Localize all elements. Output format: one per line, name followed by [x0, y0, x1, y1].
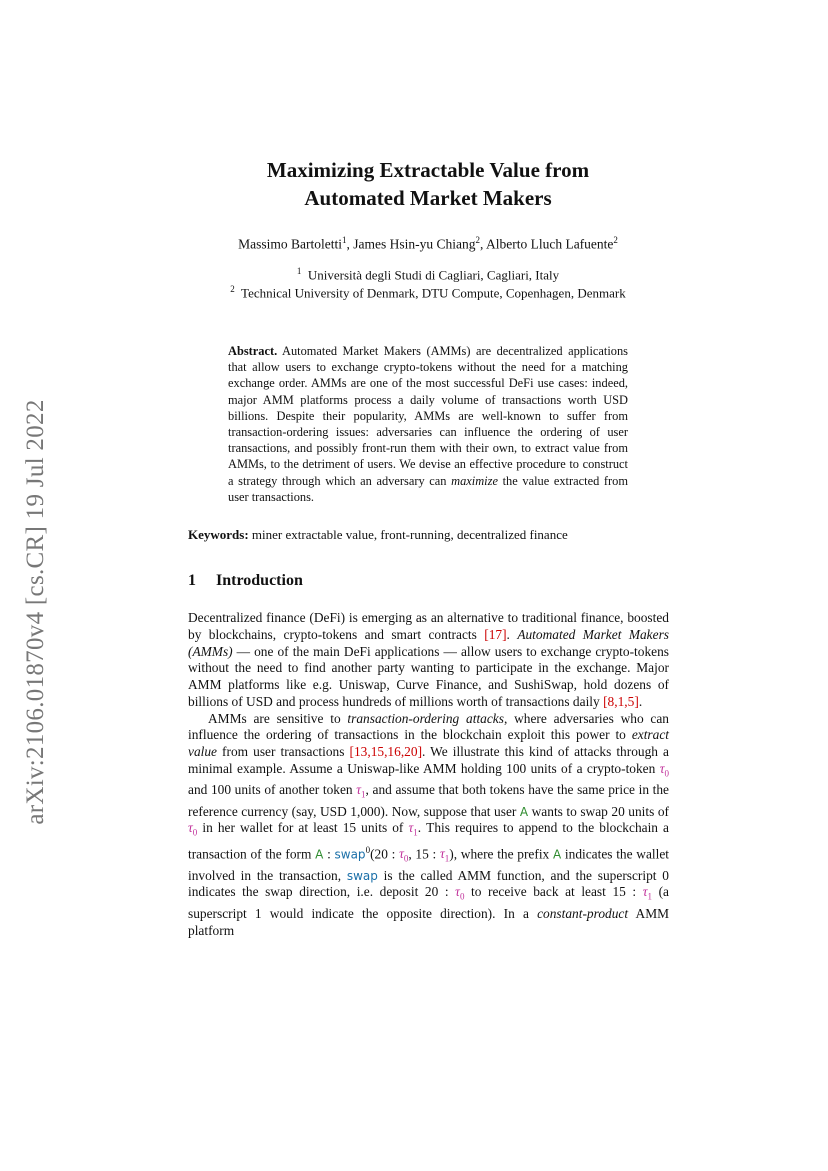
affiliation-1: $^1$ Università degli Studi di Cagliari, Cagliari, Italy — [296, 266, 560, 283]
arxiv-sidebar — [16, 372, 56, 852]
paragraph-1: Decentralized finance (DeFi) is emerging as an alternative to traditional finance, boosted by blockchains, crypto-tokens and smart contracts [17]. Automated Market Makers (AMMs) — one of the main DeFi applications — allow users to exchange crypto-tokens without the need to find another party wanting to participate in the exchange. Major AMM platforms like e.g. Uniswap, Curve Finance, and SushiSwap, hold dozens of billions of USD and process hundreds of millions worth of transactions daily [8,1,5]. — [188, 610, 669, 709]
author-3: Alberto Lluch Lafuente — [485, 236, 614, 252]
citation-link[interactable]: [8,1,5] — [603, 693, 639, 709]
paper-title — [188, 156, 668, 212]
author-1: Massimo Bartoletti — [238, 236, 342, 252]
citation-link[interactable]: [13,15,16,20] — [349, 744, 423, 759]
keywords: Keywords: miner extractable value, front-running, decentralized finance — [188, 527, 568, 542]
title-line-1: Maximizing Extractable Value from — [266, 158, 590, 182]
affiliation-2: $^2$ Technical University of Denmark, DTU Compute, Copenhagen, Denmark — [230, 284, 626, 301]
keywords-label: Keywords: — [188, 527, 249, 542]
section-heading — [188, 572, 303, 590]
author-2: James Hsin-yu Chiang — [353, 236, 476, 252]
body-text — [188, 610, 669, 939]
section-title: Introduction — [216, 572, 303, 589]
citation-link[interactable]: [17] — [484, 626, 507, 642]
paragraph-2: AMMs are sensitive to transaction-ordering attacks, where adversaries who can influence the ordering of transactions in the blockchain exploit this power to extract value from user transactions [13,15,16,20]. We illustrate this kind of attacks through a minimal example. Assume a Uniswap-like AMM holding 100 units of a crypto-token $\tau_0$ and 100 units of another token $\tau_1$, and assume that both tokens have the same price in the reference currency (say, USD 1,000). Now, suppose that user A wants to swap 20 units of $\tau_0$ in her wallet for at least 15 units of $\tau_1$. This requires to append to the blockchain a transaction of the form A : swap$^0$(20 : $\tau_0$, 15 : $\tau_1$), where the prefix A indicates the wallet involved in the transaction, swap is the called AMM function, and the superscript 0 indicates the swap direction, i.e. deposit 20 : $\tau_0$ to receive back at least 15 : $\tau_1$ (a superscript 1 would indicate the opposite direction). In a constant-product AMM platform — [188, 710, 670, 938]
abstract-label: Abstract. — [228, 344, 278, 358]
abstract: Abstract. Automated Market Makers (AMMs) are decentralized applications that allow users to exchange crypto-tokens without the need for a matching exchange order. AMMs are one of the most successful DeFi use cases: indeed, major AMM platforms process a daily volume of transactions worth USD billions. Despite their popularity, AMMs are well-known to suffer from transaction-ordering issues: adversaries can influence the ordering of user transactions, and possibly front-run them with their own, to extract value from AMMs, to the detriment of users. We devise an effective procedure to construct a strategy through which an adversary can maximize the value extracted from user transactions. — [228, 344, 628, 504]
author-list: Massimo Bartoletti$^1$, James Hsin-yu Chiang$^2$, Alberto Lluch Lafuente$^2$ — [238, 235, 618, 252]
section-number: 1 — [188, 572, 196, 589]
arxiv-identifier: arXiv:2106.01870v4 [cs.CR] 19 Jul 2022 — [22, 399, 49, 825]
title-line-2: Automated Market Makers — [304, 186, 552, 210]
